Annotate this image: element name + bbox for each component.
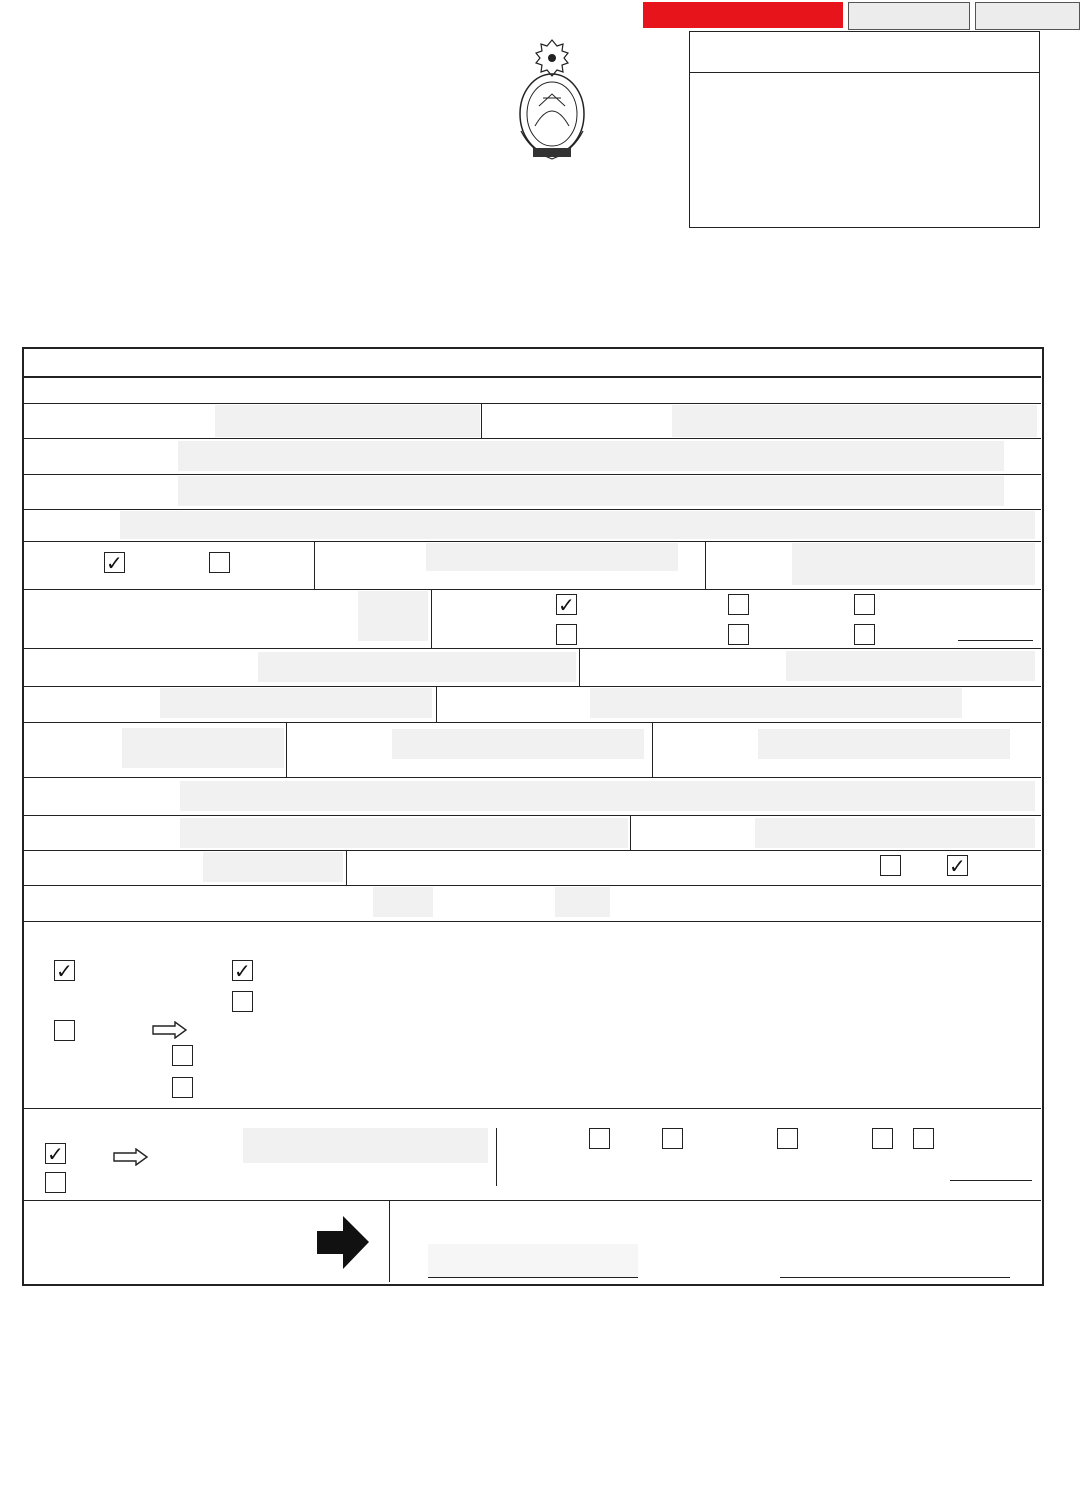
right-arrow-icon [152,1021,188,1039]
right-arrow-icon-2 [113,1148,149,1166]
print-button[interactable] [848,2,970,30]
hkid-field[interactable] [258,652,576,682]
name-chinese-field[interactable] [215,405,480,437]
surname-field[interactable] [178,441,1004,471]
education-gba-checkbox[interactable] [232,991,253,1012]
barcode-image [692,1466,1038,1506]
presently-mainland-checkbox[interactable] [172,1077,193,1098]
status-student-checkbox[interactable] [589,1128,610,1149]
status-visitor-checkbox[interactable] [872,1128,893,1149]
official-use-box [689,31,1040,228]
sex-female-checkbox[interactable] [209,552,230,573]
status-employment-checkbox[interactable] [662,1128,683,1149]
email-field[interactable] [180,781,1035,811]
travel-doc-type-field[interactable] [160,688,432,718]
date-field[interactable] [428,1244,638,1277]
marital-divorced-checkbox[interactable] [854,594,875,615]
domicile-field[interactable] [203,852,343,882]
stay-yes-tick: ✓ [47,1142,64,1166]
pob-field[interactable] [792,543,1035,585]
education-yes-tick: ✓ [56,959,73,983]
signature-line[interactable] [780,1277,1010,1278]
education-hk-programme-tick: ✓ [234,959,251,983]
fillable-form-badge [643,2,843,28]
mainland-id-field[interactable] [786,651,1035,681]
marital-separated-checkbox[interactable] [556,624,577,645]
dob-field[interactable] [426,543,678,571]
given-names-field[interactable] [178,476,1004,506]
status-residence-checkbox[interactable] [777,1128,798,1149]
residence-months-field[interactable] [555,887,610,917]
marital-married-checkbox[interactable] [728,594,749,615]
perm-residence-yes-checkbox[interactable] [880,855,901,876]
date-of-expiry-field[interactable] [758,729,1010,759]
alias-field[interactable] [120,511,1035,539]
date-of-issue-field[interactable] [392,729,644,759]
marital-others-checkbox[interactable] [854,624,875,645]
status-others-checkbox[interactable] [913,1128,934,1149]
permitted-until-field[interactable] [243,1128,488,1163]
marital-single-tick: ✓ [558,593,575,617]
residence-years-field[interactable] [373,887,433,917]
stay-no-checkbox[interactable] [45,1172,66,1193]
sex-male-tick: ✓ [106,551,123,575]
hksar-emblem [513,36,591,166]
maiden-surname-field[interactable] [672,405,1037,437]
perm-residence-no-tick: ✓ [949,854,966,878]
big-right-arrow-icon [316,1215,370,1270]
place-of-issue-field[interactable] [122,728,284,768]
presently-foreign-checkbox[interactable] [172,1045,193,1066]
travel-doc-no-field[interactable] [590,688,962,718]
telephone-field[interactable] [180,818,628,848]
marital-widowed-checkbox[interactable] [728,624,749,645]
fax-field[interactable] [755,818,1035,848]
nationality-field[interactable] [358,591,428,641]
reset-button[interactable] [975,2,1080,30]
education-no-checkbox[interactable] [54,1020,75,1041]
